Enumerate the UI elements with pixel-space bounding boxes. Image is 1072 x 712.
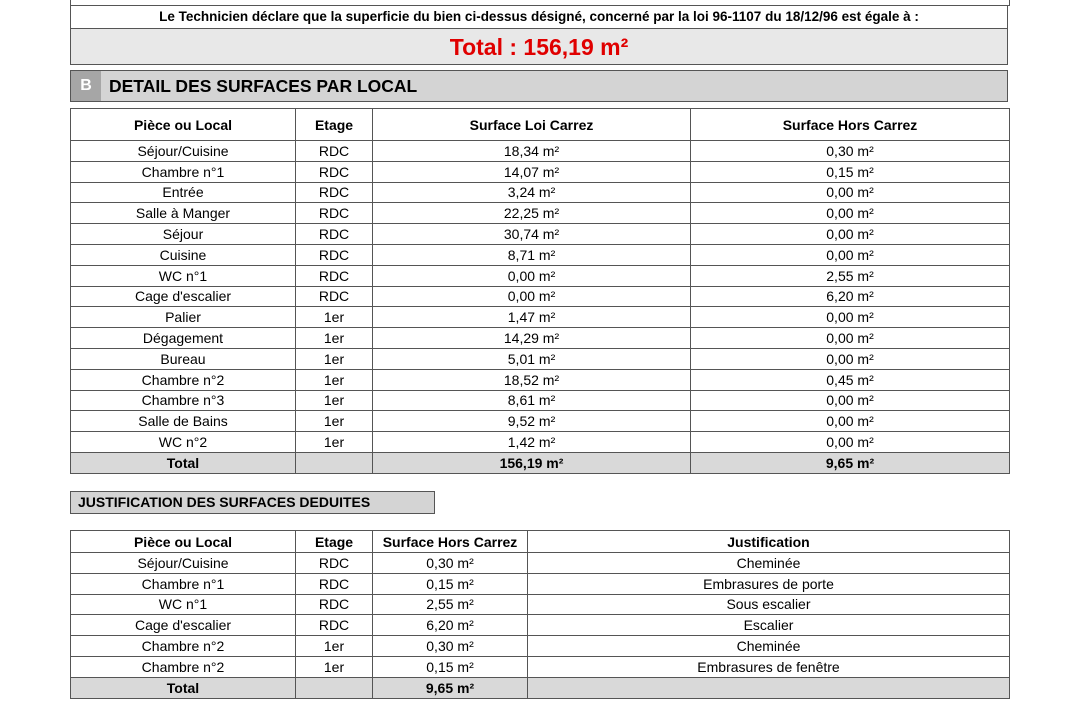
- table-cell: 22,25 m²: [373, 203, 691, 224]
- table-row: [71, 348, 1010, 369]
- table-row: [71, 369, 1010, 390]
- table-cell: RDC: [296, 161, 373, 182]
- table-cell: 0,00 m²: [691, 390, 1010, 411]
- table-cell: Séjour/Cuisine: [71, 553, 296, 574]
- column-header: Etage: [296, 531, 373, 553]
- table-cell: Chambre n°2: [71, 369, 296, 390]
- table-cell: 1er: [296, 656, 373, 677]
- table-cell: Escalier: [528, 615, 1010, 636]
- table-cell: RDC: [296, 286, 373, 307]
- table-cell: Embrasures de fenêtre: [528, 656, 1010, 677]
- table-cell: 8,71 m²: [373, 244, 691, 265]
- total-cell: Total: [71, 452, 296, 473]
- table-cell: Dégagement: [71, 328, 296, 349]
- table-cell: Cheminée: [528, 636, 1010, 657]
- table-cell: RDC: [296, 182, 373, 203]
- table-cell: Palier: [71, 307, 296, 328]
- column-header: Pièce ou Local: [71, 531, 296, 553]
- column-header: Etage: [296, 109, 373, 141]
- table-cell: Chambre n°1: [71, 573, 296, 594]
- table-cell: 0,00 m²: [691, 328, 1010, 349]
- table-cell: 14,29 m²: [373, 328, 691, 349]
- table-row: [71, 224, 1010, 245]
- table-cell: 3,24 m²: [373, 182, 691, 203]
- table-row: [71, 411, 1010, 432]
- table-cell: Chambre n°2: [71, 656, 296, 677]
- table-cell: 0,00 m²: [691, 244, 1010, 265]
- table-cell: 0,15 m²: [373, 573, 528, 594]
- table-cell: RDC: [296, 594, 373, 615]
- table-cell: 1,42 m²: [373, 432, 691, 453]
- total-cell: Total: [71, 677, 296, 698]
- table-cell: WC n°2: [71, 432, 296, 453]
- table-cell: 1er: [296, 369, 373, 390]
- table-cell: 0,00 m²: [691, 348, 1010, 369]
- table-row: [71, 328, 1010, 349]
- declaration-text: Le Technicien déclare que la superficie du bien ci-dessus désigné, concerné par la loi 96-1107 du 18/12/96 est égale à :: [71, 6, 1007, 29]
- justification-table: [70, 530, 1010, 699]
- table-cell: 1er: [296, 307, 373, 328]
- total-cell: 9,65 m²: [691, 452, 1010, 473]
- table-row: [71, 594, 1010, 615]
- section-letter: B: [71, 71, 101, 101]
- table-row: [71, 636, 1010, 657]
- table-cell: 0,00 m²: [691, 203, 1010, 224]
- justification-title: JUSTIFICATION DES SURFACES DEDUITES: [70, 491, 435, 514]
- table-cell: RDC: [296, 615, 373, 636]
- table-row: [71, 141, 1010, 162]
- table-row: [71, 656, 1010, 677]
- table-cell: RDC: [296, 244, 373, 265]
- table-cell: 0,00 m²: [691, 182, 1010, 203]
- total-surface: Total : 156,19 m²: [449, 34, 629, 60]
- table-cell: RDC: [296, 265, 373, 286]
- table-row: [71, 390, 1010, 411]
- table-cell: Salle à Manger: [71, 203, 296, 224]
- table-cell: 18,34 m²: [373, 141, 691, 162]
- table-cell: Bureau: [71, 348, 296, 369]
- surfaces-table: [70, 108, 1010, 474]
- table-cell: 5,01 m²: [373, 348, 691, 369]
- table-cell: Chambre n°1: [71, 161, 296, 182]
- column-header: Surface Loi Carrez: [373, 109, 691, 141]
- table-row: [71, 161, 1010, 182]
- table-cell: Cheminée: [528, 553, 1010, 574]
- table-cell: 1er: [296, 390, 373, 411]
- table-cell: Embrasures de porte: [528, 573, 1010, 594]
- table-cell: RDC: [296, 141, 373, 162]
- table-cell: 0,00 m²: [373, 286, 691, 307]
- table-cell: WC n°1: [71, 594, 296, 615]
- table-cell: 1er: [296, 328, 373, 349]
- table-cell: Salle de Bains: [71, 411, 296, 432]
- table-row: [71, 553, 1010, 574]
- total-row: [71, 677, 1010, 698]
- table-row: [71, 182, 1010, 203]
- table-cell: Cuisine: [71, 244, 296, 265]
- table-cell: 0,00 m²: [691, 224, 1010, 245]
- table-cell: 6,20 m²: [691, 286, 1010, 307]
- table-cell: 6,20 m²: [373, 615, 528, 636]
- table-cell: 9,52 m²: [373, 411, 691, 432]
- table-cell: RDC: [296, 553, 373, 574]
- table-cell: Cage d'escalier: [71, 286, 296, 307]
- table-row: [71, 265, 1010, 286]
- table-cell: 0,15 m²: [691, 161, 1010, 182]
- table-row: [71, 432, 1010, 453]
- table-cell: RDC: [296, 573, 373, 594]
- table-row: [71, 203, 1010, 224]
- table-cell: 2,55 m²: [691, 265, 1010, 286]
- table-cell: RDC: [296, 224, 373, 245]
- column-header: Justification: [528, 531, 1010, 553]
- table-cell: 18,52 m²: [373, 369, 691, 390]
- table-cell: Séjour: [71, 224, 296, 245]
- table-cell: Entrée: [71, 182, 296, 203]
- table-row: [71, 573, 1010, 594]
- table-cell: Cage d'escalier: [71, 615, 296, 636]
- table-header-row: [71, 531, 1010, 553]
- table-cell: 30,74 m²: [373, 224, 691, 245]
- table-cell: 14,07 m²: [373, 161, 691, 182]
- total-row: [71, 452, 1010, 473]
- table-row: [71, 244, 1010, 265]
- table-cell: 1er: [296, 636, 373, 657]
- total-cell: 156,19 m²: [373, 452, 691, 473]
- table-cell: RDC: [296, 203, 373, 224]
- table-cell: 0,30 m²: [373, 553, 528, 574]
- table-cell: 0,00 m²: [691, 432, 1010, 453]
- declaration-box: [70, 5, 1008, 65]
- table-cell: 0,00 m²: [691, 307, 1010, 328]
- column-header: Surface Hors Carrez: [373, 531, 528, 553]
- column-header: Surface Hors Carrez: [691, 109, 1010, 141]
- table-cell: 2,55 m²: [373, 594, 528, 615]
- table-cell: 8,61 m²: [373, 390, 691, 411]
- table-cell: 0,30 m²: [691, 141, 1010, 162]
- total-cell: [296, 452, 373, 473]
- table-header-row: [71, 109, 1010, 141]
- table-cell: 0,30 m²: [373, 636, 528, 657]
- table-row: [71, 307, 1010, 328]
- table-cell: Sous escalier: [528, 594, 1010, 615]
- table-cell: 1,47 m²: [373, 307, 691, 328]
- total-cell: [528, 677, 1010, 698]
- table-cell: 0,00 m²: [373, 265, 691, 286]
- table-cell: Chambre n°2: [71, 636, 296, 657]
- table-cell: 1er: [296, 348, 373, 369]
- table-cell: 0,45 m²: [691, 369, 1010, 390]
- table-row: [71, 615, 1010, 636]
- total-cell: [296, 677, 373, 698]
- table-cell: 1er: [296, 411, 373, 432]
- section-header: [70, 70, 1008, 102]
- table-cell: WC n°1: [71, 265, 296, 286]
- section-title: DETAIL DES SURFACES PAR LOCAL: [109, 75, 418, 96]
- table-cell: 1er: [296, 432, 373, 453]
- table-cell: 0,15 m²: [373, 656, 528, 677]
- table-cell: 0,00 m²: [691, 411, 1010, 432]
- table-cell: Chambre n°3: [71, 390, 296, 411]
- column-header: Pièce ou Local: [71, 109, 296, 141]
- total-cell: 9,65 m²: [373, 677, 528, 698]
- table-row: [71, 286, 1010, 307]
- table-cell: Séjour/Cuisine: [71, 141, 296, 162]
